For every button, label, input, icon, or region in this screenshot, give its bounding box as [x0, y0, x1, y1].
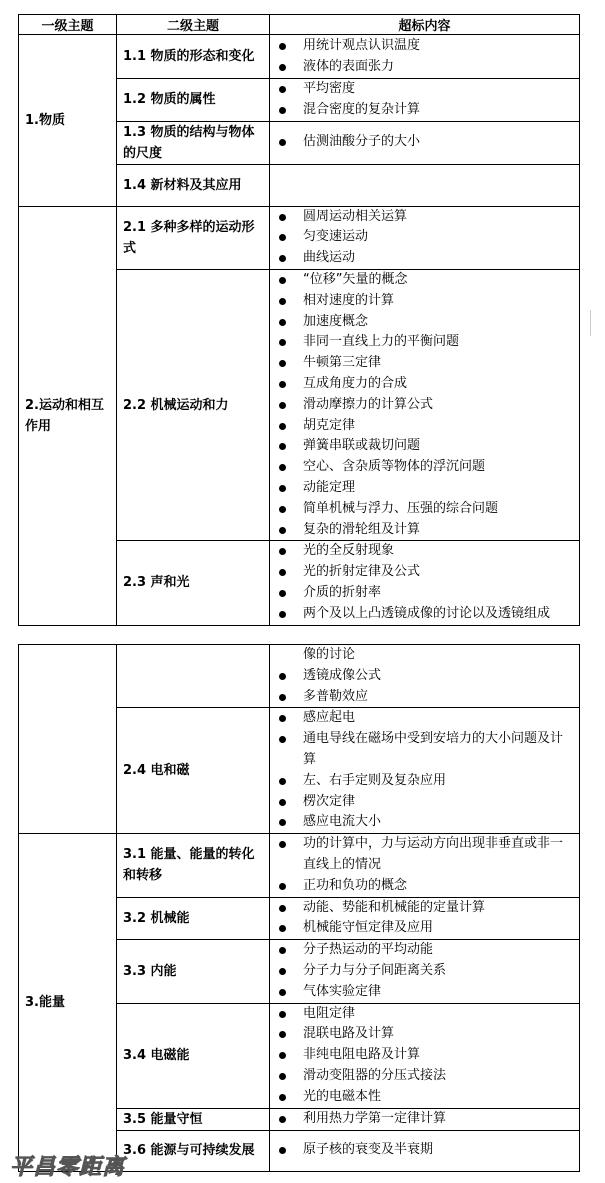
- list-item: 光的折射定律及公式: [270, 562, 579, 583]
- level1-topic: 3.能量: [19, 834, 117, 1171]
- list-item: 利用热力学第一定律计算: [270, 1109, 579, 1130]
- content-cell: [270, 708, 580, 834]
- watermark: 平昌零距离: [10, 1154, 126, 1180]
- level2-topic: 2.2 机械运动和力: [117, 269, 270, 540]
- level2-topic: 2.3 声和光: [117, 541, 270, 625]
- list-item: 动能定理: [270, 478, 579, 499]
- curriculum-table-part2: [18, 644, 580, 1172]
- list-item: 非纯电阻电路及计算: [270, 1045, 579, 1066]
- list-item: 楞次定律: [270, 792, 579, 813]
- list-item: 空心、含杂质等物体的浮沉问题: [270, 457, 579, 478]
- page-edge-mark: [590, 310, 595, 336]
- level1-topic-continued: [19, 645, 117, 834]
- content-cell: [270, 645, 580, 708]
- content-cell: [270, 269, 580, 540]
- list-item: 牛顿第三定律: [270, 353, 579, 374]
- list-item: 液体的表面张力: [270, 57, 579, 78]
- list-item: 分子热运动的平均动能: [270, 940, 579, 961]
- content-cell: [270, 79, 580, 122]
- list-item: 弹簧串联或裁切问题: [270, 436, 579, 457]
- list-item: 混联电路及计算: [270, 1024, 579, 1045]
- table-row: [19, 206, 580, 269]
- list-item: 加速度概念: [270, 312, 579, 333]
- list-item: 圆周运动相关运算: [270, 207, 579, 228]
- level2-topic: 3.4 电磁能: [117, 1003, 270, 1108]
- list-item: 混合密度的复杂计算: [270, 100, 579, 121]
- level1-topic: 2.运动和相互作用: [19, 206, 117, 625]
- list-item: 透镜成像公式: [270, 666, 579, 687]
- list-item: 原子核的衰变及半衰期: [270, 1140, 579, 1161]
- content-cell: [270, 206, 580, 269]
- list-item: 多普勒效应: [270, 687, 579, 708]
- list-item: 气体实验定律: [270, 982, 579, 1003]
- content-cell: [270, 1003, 580, 1108]
- list-item: 曲线运动: [270, 248, 579, 269]
- list-item: 机械能守恒定律及应用: [270, 918, 579, 939]
- list-item: 感应电流大小: [270, 812, 579, 833]
- content-cell: [270, 541, 580, 625]
- header-level2: 二级主题: [117, 15, 270, 35]
- level2-topic: 3.5 能量守恒: [117, 1108, 270, 1130]
- level2-topic: 3.6 能源与可持续发展: [117, 1130, 270, 1171]
- list-item: 滑动变阻器的分压式接法: [270, 1066, 579, 1087]
- list-item: 用统计观点认识温度: [270, 36, 579, 57]
- list-item: 电阻定律: [270, 1004, 579, 1025]
- level2-topic: 3.1 能量、能量的转化和转移: [117, 834, 270, 897]
- level2-topic: 3.3 内能: [117, 940, 270, 1003]
- list-item: 匀变速运动: [270, 227, 579, 248]
- list-item: 平均密度: [270, 79, 579, 100]
- list-item: 相对速度的计算: [270, 291, 579, 312]
- list-item: “位移”矢量的概念: [270, 270, 579, 291]
- list-item: 两个及以上凸透镜成像的讨论以及透镜组成: [270, 604, 579, 625]
- list-item: 正功和负功的概念: [270, 876, 579, 897]
- list-item: 介质的折射率: [270, 583, 579, 604]
- table-row: [19, 834, 580, 897]
- table-row: [19, 35, 580, 79]
- list-item: 互成角度力的合成: [270, 374, 579, 395]
- level2-topic: 2.4 电和磁: [117, 708, 270, 834]
- header-level1: 一级主题: [19, 15, 117, 35]
- list-item: 左、右手定则及复杂应用: [270, 771, 579, 792]
- level2-topic: 1.3 物质的结构与物体的尺度: [117, 121, 270, 164]
- content-cell-empty: [270, 164, 580, 206]
- level2-topic-continued: [117, 645, 270, 708]
- list-item: 动能、势能和机械能的定量计算: [270, 898, 579, 919]
- table-row: [19, 645, 580, 708]
- list-item-continued: 像的讨论: [303, 647, 356, 662]
- list-item: 估测油酸分子的大小: [270, 132, 579, 153]
- list-item: 功的计算中，力与运动方向出现非垂直或非一直线上的情况: [270, 834, 579, 876]
- list-item: 简单机械与浮力、压强的综合问题: [270, 499, 579, 520]
- content-cell: [270, 35, 580, 79]
- content-cell: [270, 1130, 580, 1171]
- content-cell: [270, 121, 580, 164]
- content-cell: [270, 834, 580, 897]
- level2-topic: 1.2 物质的属性: [117, 79, 270, 122]
- list-item: 光的全反射现象: [270, 541, 579, 562]
- list-item: 复杂的滑轮组及计算: [270, 520, 579, 541]
- list-item: 光的电磁本性: [270, 1087, 579, 1108]
- level2-topic: 1.1 物质的形态和变化: [117, 35, 270, 79]
- content-cell: [270, 940, 580, 1003]
- list-item: 滑动摩擦力的计算公式: [270, 395, 579, 416]
- list-item: 胡克定律: [270, 416, 579, 437]
- list-item: 通电导线在磁场中受到安培力的大小问题及计算: [270, 729, 579, 771]
- header-row: [19, 15, 580, 35]
- content-cell: [270, 1108, 580, 1130]
- list-item: 非同一直线上力的平衡问题: [270, 332, 579, 353]
- list-item: 感应起电: [270, 708, 579, 729]
- header-content: 超标内容: [270, 15, 580, 35]
- level2-topic: 3.2 机械能: [117, 897, 270, 940]
- level1-topic: 1.物质: [19, 35, 117, 207]
- list-item: 分子力与分子间距离关系: [270, 961, 579, 982]
- level2-topic: 1.4 新材料及其应用: [117, 164, 270, 206]
- content-cell: [270, 897, 580, 940]
- curriculum-table-part1: [18, 14, 580, 626]
- level2-topic: 2.1 多种多样的运动形式: [117, 206, 270, 269]
